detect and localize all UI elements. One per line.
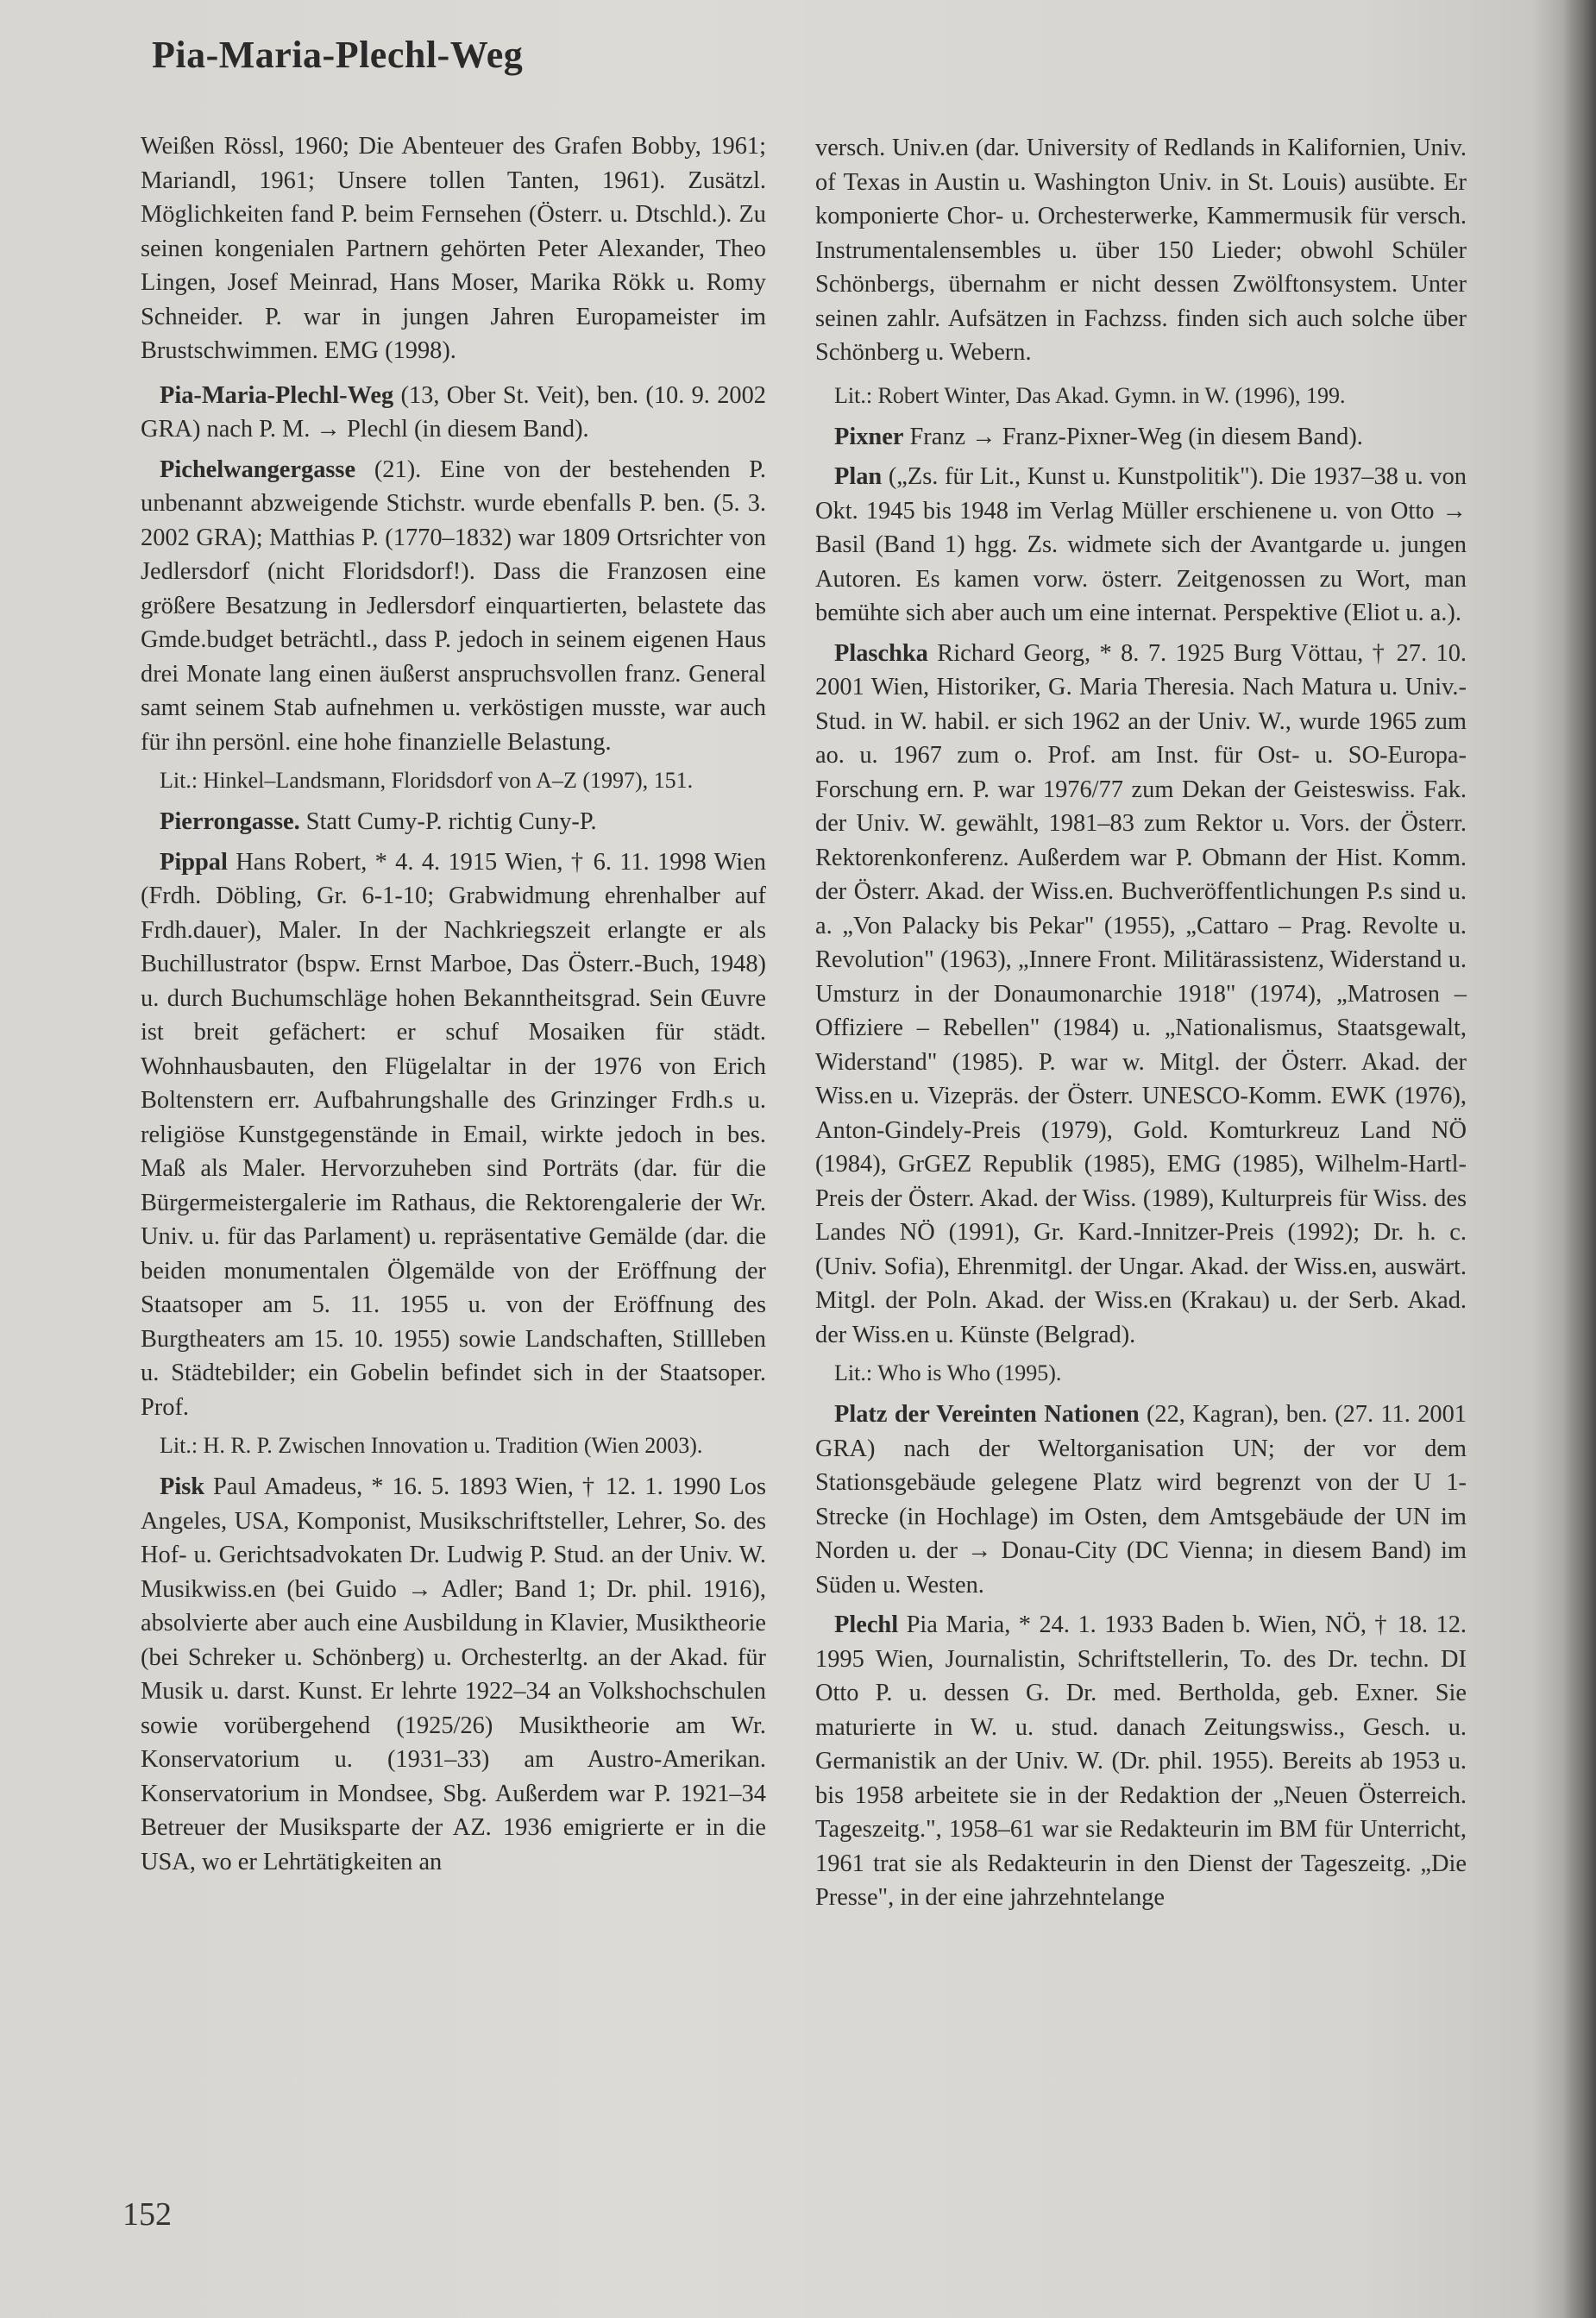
entry-lemma: Pippal (160, 848, 228, 876)
lexicon-entry (815, 420, 1467, 455)
lexicon-entry (141, 453, 766, 760)
lexicon-entry (141, 845, 766, 1425)
page-edge-shadow (1563, 0, 1596, 2318)
entry-text: (22, Kagran), ben. (27. 11. 2001 GRA) nach der Weltorganisation UN; der vor dem Stationsgebäude gelegene Platz wird begrenzt von der U 1-Strecke (in Hochlage) im Osten, dem Amtsgebäude der UN im Norden u. der → Donau-City (DC Vienna; in diesem Band) im Süden u. Westen. (815, 1401, 1467, 1599)
lexicon-entry (815, 1398, 1467, 1602)
lexicon-entry (815, 1608, 1467, 1915)
entry-text: („Zs. für Lit., Kunst u. Kunstpolitik"). Die 1937–38 u. von Okt. 1945 bis 1948 im Verlag Müller erschienene u. von Otto → Basil (Band 1) hgg. Zs. widmete sich der Avantgarde u. jungen Autoren. Es kamen vorw. österr. Zeitgenossen zu Wort, man bemühte sich aber auch um eine internat. Perspektive (Eliot u. a.). (815, 463, 1467, 626)
continued-text: Weißen Rössl, 1960; Die Abenteuer des Grafen Bobby, 1961; Mariandl, 1961; Unsere tollen Tanten, 1961). Zusätzl. Möglichkeiten fand P. beim Fernsehen (Österr. u. Dtschld.). Zu seinen kongenialen Partnern gehörten Peter Alexander, Theo Lingen, Josef Meinrad, Hans Moser, Marika Rökk u. Romy Schneider. P. war in jungen Jahren Europameister im Brustschwimmen. EMG (1998). (141, 133, 766, 364)
left-column (141, 129, 766, 1885)
lexicon-entry (141, 805, 766, 839)
entry-lemma: Platz der Vereinten Nationen (834, 1401, 1140, 1428)
entry-lemma: Pisk (160, 1473, 205, 1500)
continued-text: versch. Univ.en (dar. University of Redlands in Kalifornien, Univ. of Texas in Austin u. Washington Univ. in St. Louis) ausübte. Er komponierte Chor- u. Orchesterwerke, Kammermusik für versch. Instrumentalensembles u. über 150 Lieder; obwohl Schüler Schönbergs, übernahm er nicht dessen Zwölftonsystem. Unter seinen zahlr. Aufsätzen in Fachzss. finden sich auch solche über Schönberg u. Webern. (815, 135, 1467, 366)
lexicon-entry (141, 379, 766, 447)
entry-text: Richard Georg, * 8. 7. 1925 Burg Vöttau, † 27. 10. 2001 Wien, Historiker, G. Maria Theresia. Nach Matura u. Univ.-Stud. in W. habil. er sich 1962 an der Univ. W., wurde 1965 zum ao. u. 1967 zum o. Prof. am Inst. für Ost- u. SO-Europa-Forschung ern. P. war 1976/77 zum Dekan der Geisteswiss. Fak. der Univ. W. gewählt, 1981–83 zum Rektor u. Vors. der Österr. Rektorenkonferenz. Außerdem war P. Obmann der Hist. Komm. der Österr. Akad. der Wiss.en. Buchveröffentlichungen P.s sind u. a. „Von Palacky bis Pekar" (1955), „Cattaro – Prag. Revolte u. Revolution" (1963), „Innere Front. Militärassistenz, Widerstand u. Umsturz in der Donaumonarchie 1918" (1974), „Matrosen – Offiziere – Rebellen" (1984) u. „Nationalismus, Staatsgewalt, Widerstand" (1985). P. war w. Mitgl. der Österr. Akad. der Wiss.en u. Vizepräs. der Österr. UNESCO-Komm. EWK (1976), Anton-Gindely-Preis (1979), Gold. Komturkreuz Land NÖ (1984), GrGEZ Republik (1985), EMG (1985), Wilhelm-Hartl-Preis der Österr. Akad. der Wiss. (1989), Kulturpreis für Wiss. des Landes NÖ (1991), Gr. Kard.-Innitzer-Preis (1992); Dr. h. c. (Univ. Sofia), Ehrenmitgl. der Ungar. Akad. der Wiss.en, auswärt. Mitgl. der Poln. Akad. der Wiss.en (Krakau) u. der Serb. Akad. der Wiss.en u. Künste (Belgrad). (815, 639, 1467, 1348)
literature-note: Lit.: Who is Who (1995). (834, 1360, 1062, 1385)
entry-text: (13, Ober St. Veit), ben. (10. 9. 2002 GRA) nach P. M. → Plechl (in diesem Band). (141, 381, 766, 443)
entry-text: Statt Cumy-P. richtig Cuny-P. (299, 808, 597, 835)
entry-text: Paul Amadeus, * 16. 5. 1893 Wien, † 12. 1. 1990 Los Angeles, USA, Komponist, Musikschriftsteller, Lehrer, So. des Hof- u. Gerichtsadvokaten Dr. Ludwig P. Stud. an der Univ. W. Musikwiss.en (bei Guido → Adler; Band 1; Dr. phil. 1916), absolvierte aber auch eine Ausbildung in Klavier, Musiktheorie (bei Schreker u. Schönberg) u. Orchesterltg. an der Akad. für Musik u. darst. Kunst. Er lehrte 1922–34 an Volkshochschulen sowie vorübergehend (1925/26) Musiktheorie am Wr. Konservatorium u. (1931–33) am Austro-Amerikan. Konservatorium in Mondsee, Sbg. Außerdem war P. 1921–34 Betreuer der Musiksparte der AZ. 1936 emigrierte er in die USA, wo er Lehrtätigkeiten an (141, 1473, 766, 1875)
literature-note: Lit.: Robert Winter, Das Akad. Gymn. in W. (1996), 199. (834, 382, 1346, 408)
entry-lemma: Pierrongasse. (160, 808, 300, 835)
entry-lemma: Plaschka (834, 639, 928, 667)
entry-lemma: Plan (834, 463, 883, 490)
entry-text: (21). Eine von der bestehenden P. unbenannt abzweigende Stichstr. wurde ebenfalls P. ben. (5. 3. 2002 GRA); Matthias P. (1770–1832) war 1809 Ortsrichter von Jedlersdorf (nicht Floridsdorf!). Dass die Franzosen eine größere Besatzung in Jedlersdorf einquartierten, belastete das Gmde.budget beträchtl., dass P. jedoch in seinem eigenen Haus drei Monate lang einen äußerst anspruchsvollen franz. General samt seinem Stab aufnehmen u. verköstigen musste, war auch für ihn persönl. eine hohe finanzielle Belastung. (141, 455, 766, 756)
entry-text: Pia Maria, * 24. 1. 1933 Baden b. Wien, NÖ, † 18. 12. 1995 Wien, Journalistin, Schriftstellerin, To. des Dr. techn. DI Otto P. u. dessen G. Dr. med. Bertholda, geb. Exner. Sie maturierte in W. u. stud. danach Zeitungswiss., Gesch. u. Germanistik an der Univ. W. (Dr. phil. 1955). Bereits ab 1953 u. bis 1958 arbeitete sie in der Redaktion der „Neuen Österreich. Tageszeitg.", 1958–61 war sie Redakteurin im BM für Unterricht, 1961 trat sie als Redakteurin in den Dienst der Tageszeitg. „Die Presse", in der eine jahrzehntelange (815, 1611, 1467, 1911)
entry-text: Hans Robert, * 4. 4. 1915 Wien, † 6. 11. 1998 Wien (Frdh. Döbling, Gr. 6-1-10; Grabwidmung ehrenhalber auf Frdh.dauer), Maler. In der Nachkriegszeit erlangte er als Buchillustrator (bspw. Ernst Marboe, Das Österr.-Buch, 1948) u. durch Buchumschläge hohen Bekanntheitsgrad. Sein Œuvre ist breit gefächert: er schuf Mosaiken für städt. Wohnhausbauten, den Flügelaltar in der 1976 von Erich Boltenstern err. Aufbahrungshalle des Grinzinger Frdh.s u. religiöse Kunstgegenstände in Email, wirkte jedoch in bes. Maß als Maler. Hervorzuheben sind Porträts (dar. für die Bürgermeistergalerie im Rathaus, die Rektorengalerie der Wr. Univ. u. für das Parlament) u. repräsentative Gemälde (dar. die beiden monumentalen Ölgemälde von der Eröffnung der Staatsoper am 5. 11. 1955 u. von der Eröffnung des Burgtheaters am 15. 10. 1955) sowie Landschaften, Stillleben u. Städtebilder; ein Gobelin befindet sich in der Staatsoper. Prof. (141, 848, 766, 1421)
lexicon-entry (141, 1470, 766, 1879)
literature-note: Lit.: Hinkel–Landsmann, Floridsdorf von A–Z (1997), 151. (160, 768, 694, 793)
entry-lemma: Plechl (834, 1611, 899, 1638)
entry-lemma: Pichelwangergasse (160, 455, 356, 483)
lexicon-entry (815, 637, 1467, 1353)
right-column (815, 131, 1467, 1921)
entry-lemma: Pixner (834, 423, 904, 450)
entry-lemma: Pia-Maria-Plechl-Weg (160, 381, 394, 409)
page-number: 152 (123, 2196, 172, 2233)
literature-note: Lit.: H. R. P. Zwischen Innovation u. Tradition (Wien 2003). (160, 1433, 703, 1458)
entry-text: Franz → Franz-Pixner-Weg (in diesem Band). (903, 423, 1363, 450)
lexicon-entry (815, 460, 1467, 631)
running-header: Pia-Maria-Plechl-Weg (152, 34, 524, 76)
